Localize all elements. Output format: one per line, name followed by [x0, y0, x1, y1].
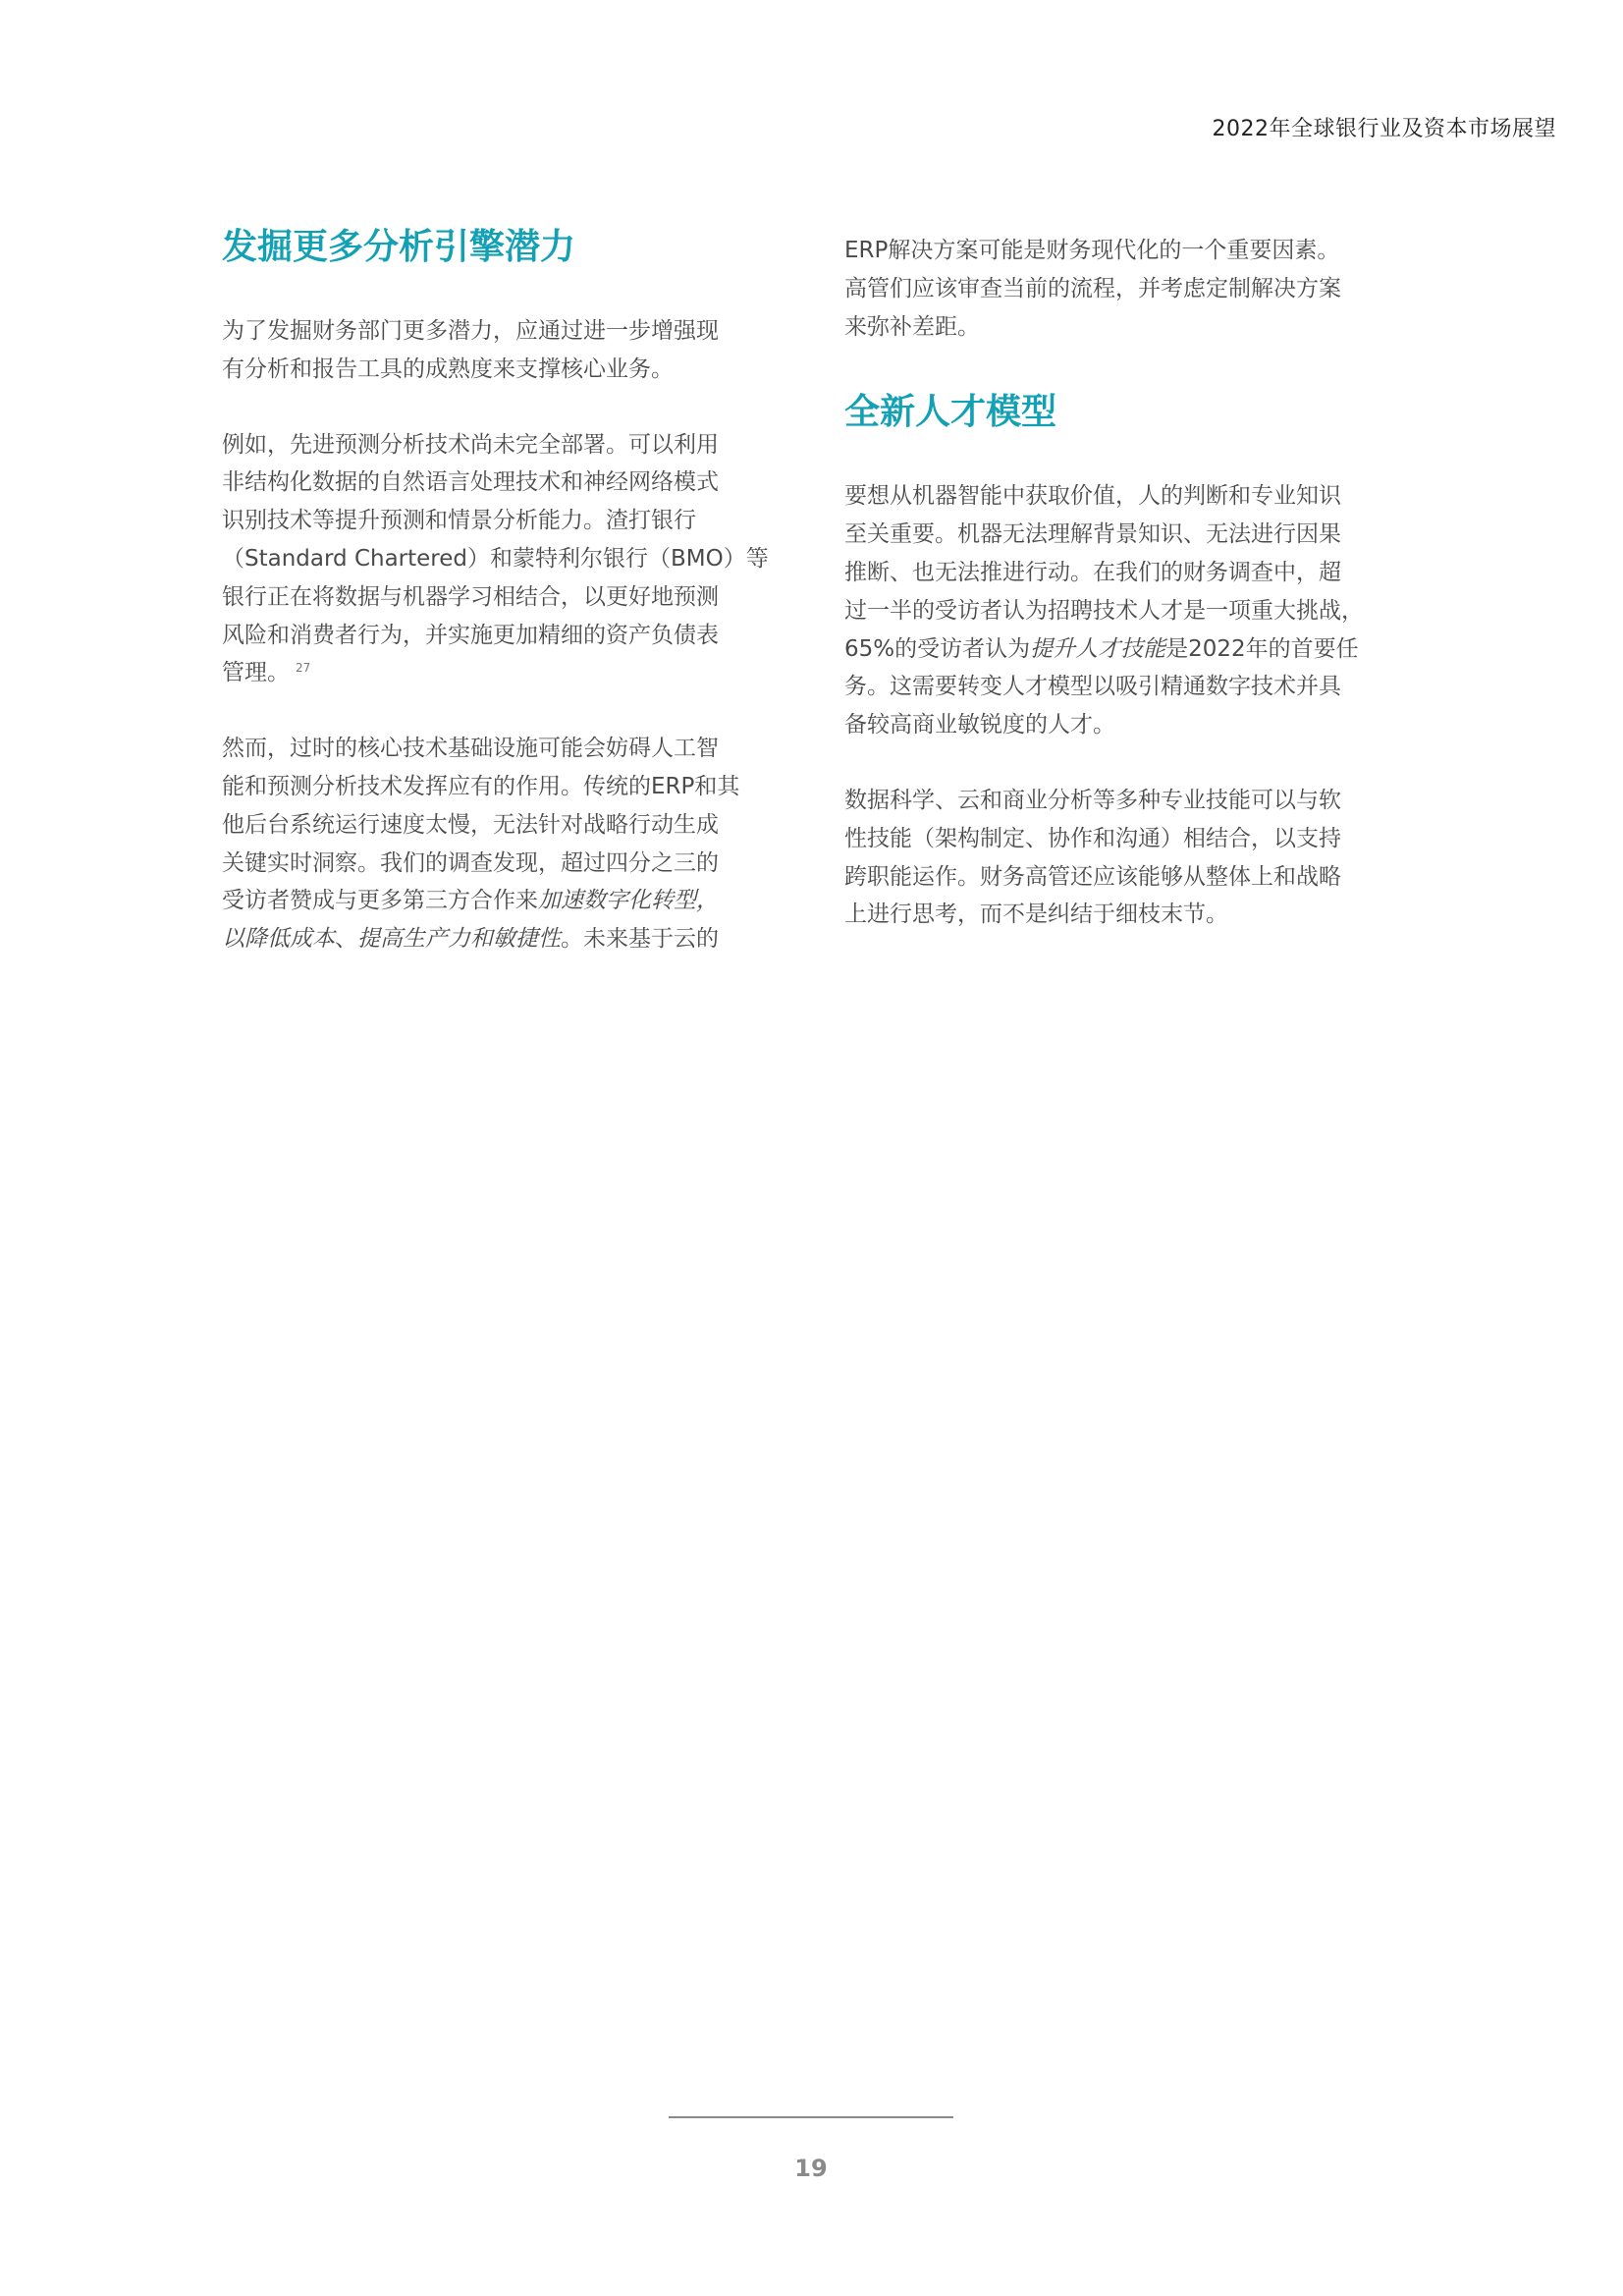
text-line: 过一半的受访者认为招聘技术人才是一项重大挑战，	[844, 597, 1364, 624]
spacer	[222, 389, 784, 426]
running-header-title: 2022年全球银行业及资本市场展望	[1212, 117, 1556, 141]
paragraph	[844, 782, 1394, 934]
text-line	[222, 920, 784, 958]
spacer	[844, 744, 1394, 782]
spacer	[844, 346, 1394, 387]
text-line	[222, 882, 784, 920]
paragraph	[222, 730, 784, 958]
section-heading-talent: 全新人才模型	[844, 392, 1057, 433]
text-line: 风险和消费者行为，并实施更加精细的资产负债表	[222, 622, 719, 648]
text-line: 能和预测分析技术发挥应有的作用。传统的ERP和其	[222, 773, 740, 799]
emphasis-text: 提高生产力和敏捷性	[357, 926, 561, 953]
paragraph	[222, 426, 784, 693]
emphasis-text: 以降低成本	[222, 926, 335, 953]
paragraph	[222, 312, 784, 389]
text-line	[844, 630, 1394, 669]
spacer	[222, 273, 784, 312]
section-heading-analytics: 发掘更多分析引擎潜力	[222, 227, 576, 267]
spacer	[844, 438, 1394, 477]
text-fragment: 受访者赞成与更多第三方合作来	[222, 888, 538, 914]
text-line: 为了发掘财务部门更多潜力，应通过进一步增强现	[222, 318, 719, 344]
paragraph	[844, 232, 1394, 346]
text-line: 至关重要。机器无法理解背景知识、无法进行因果	[844, 521, 1341, 548]
text-line: 性技能（架构制定、协作和沟通）相结合，以支持	[844, 825, 1341, 851]
text-line: （Standard Chartered）和蒙特利尔银行（BMO）等	[222, 545, 769, 572]
text-fragment: 、	[335, 926, 357, 953]
text-fragment: 。未来基于云的	[561, 926, 719, 953]
page-number: 19	[794, 2155, 828, 2182]
text-fragment: 是2022年的首要任	[1165, 635, 1359, 662]
text-line: 然而，过时的核心技术基础设施可能会妨碍人工智	[222, 736, 719, 762]
text-fragment: 65%的受访者认为	[844, 635, 1031, 662]
text-line: 例如，先进预测分析技术尚未完全部署。可以利用	[222, 431, 719, 458]
text-line: 他后台系统运行速度太慢，无法针对战略行动生成	[222, 811, 719, 838]
emphasis-text: 加速数字化转型，	[538, 888, 719, 914]
text-line: 识别技术等提升预测和情景分析能力。渣打银行	[222, 508, 696, 534]
text-line: 非结构化数据的自然语言处理技术和神经网络模式	[222, 469, 719, 496]
text-line: 银行正在将数据与机器学习相结合，以更好地预测	[222, 583, 719, 610]
left-column	[222, 222, 784, 958]
paragraph	[844, 477, 1394, 744]
text-line: 推断、也无法推进行动。在我们的财务调查中，超	[844, 559, 1341, 585]
text-line: 有分析和报告工具的成熟度来支撑核心业务。	[222, 355, 674, 382]
text-line: 来弥补差距。	[844, 313, 980, 340]
text-line: 数据科学、云和商业分析等多种专业技能可以与软	[844, 787, 1341, 813]
text-line: 务。这需要转变人才模型以吸引精通数字技术并具	[844, 674, 1341, 700]
text-line	[222, 654, 784, 692]
footnote-reference: 27	[296, 660, 311, 675]
text-line: 要想从机器智能中获取价值，人的判断和专业知识	[844, 483, 1341, 510]
text-line: 关键实时洞察。我们的调查发现，超过四分之三的	[222, 849, 719, 876]
text-line: ERP解决方案可能是财务现代化的一个重要因素。	[844, 238, 1340, 263]
text-line: 备较高商业敏锐度的人才。	[844, 712, 1115, 738]
text-line: 高管们应该审查当前的流程，并考虑定制解决方案	[844, 275, 1341, 301]
spacer	[222, 692, 784, 730]
emphasis-text: 提升人才技能	[1030, 635, 1166, 662]
text-line: 上进行思考，而不是纠结于细枝末节。	[844, 902, 1228, 928]
footer-divider	[669, 2116, 953, 2118]
right-column	[844, 232, 1394, 934]
text-fragment: 管理。	[222, 660, 290, 686]
text-line: 跨职能运作。财务高管还应该能够从整体上和战略	[844, 863, 1341, 890]
